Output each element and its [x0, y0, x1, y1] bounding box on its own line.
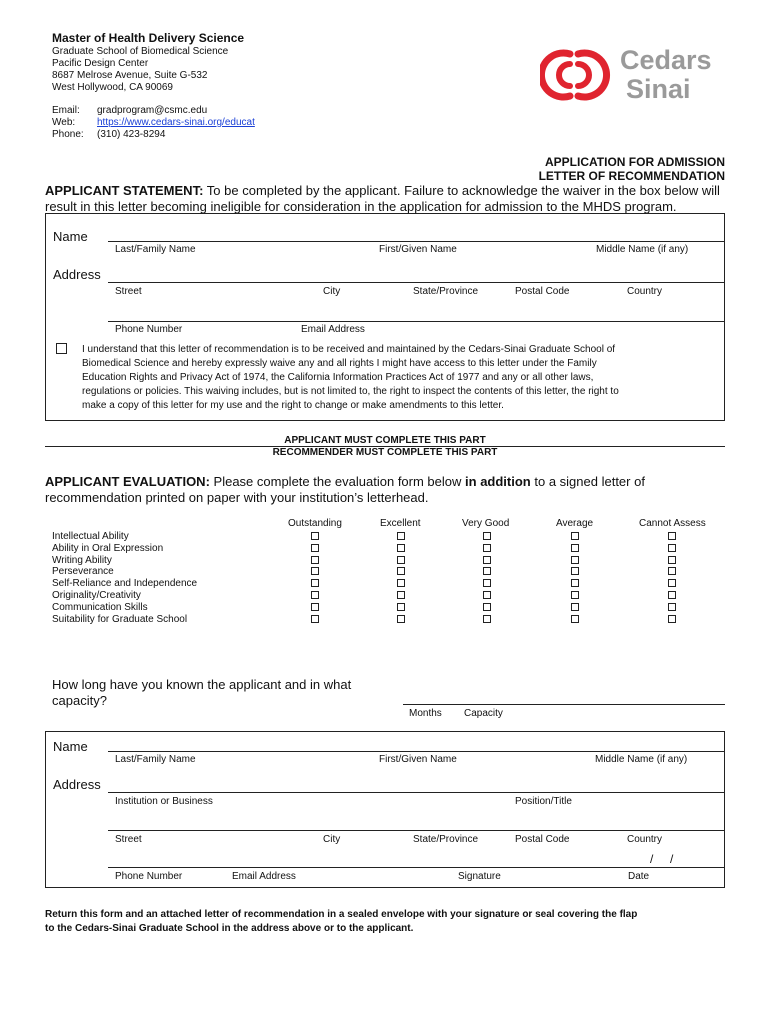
title-line-2: LETTER OF RECOMMENDATION — [538, 169, 725, 183]
evaluation-intro: APPLICANT EVALUATION: Please complete the evaluation form below in addition to a signed letter of recommendation printed on paper with your institution’s letterhead. — [45, 474, 645, 505]
recommender-street-label: Street — [115, 834, 142, 845]
signature-label: Signature — [458, 871, 501, 882]
rating-checkbox[interactable] — [311, 603, 319, 611]
applicant-street-label: Street — [115, 286, 142, 297]
rating-checkbox[interactable] — [668, 603, 676, 611]
rating-checkbox[interactable] — [397, 579, 405, 587]
criterion: Intellectual Ability — [52, 531, 129, 542]
recommender-part-label: RECOMMENDER MUST COMPLETE THIS PART — [272, 447, 498, 458]
capacity-label: Capacity — [464, 708, 503, 719]
criterion: Suitability for Graduate School — [52, 613, 188, 625]
recommender-postal-label: Postal Code — [515, 834, 570, 845]
rating-checkbox[interactable] — [571, 579, 579, 587]
recommender-contact-line[interactable] — [108, 867, 725, 868]
recommender-first-label: First/Given Name — [379, 754, 457, 765]
applicant-part-label: APPLICANT MUST COMPLETE THIS PART — [284, 435, 486, 446]
date-label: Date — [628, 871, 650, 882]
recommender-middle-label: Middle Name (if any) — [595, 754, 688, 765]
rating-checkbox[interactable] — [483, 544, 491, 552]
waiver-text: I understand that this letter of recommendation is to be received and maintained by the Cedars-Sinai Graduate School of Biomedical Science and hereby expressly waive any and all rights I might have access to this letter under the Family Education Rights and Privacy Act of 1974, the California Information Practices Act of 1977 and any or all other laws, regulations or policies. This waiving includes, but is not limited to, the right to inspect the contents of this letter, the right to make a copy of this letter for my use and the right to change or make amendments to this letter. — [82, 344, 619, 411]
recommender-phone-label: Phone Number — [115, 871, 183, 882]
rating-checkbox[interactable] — [483, 579, 491, 587]
applicant-last-label: Last/Family Name — [115, 244, 196, 255]
waiver-checkbox[interactable] — [56, 343, 67, 354]
rating-checkbox[interactable] — [311, 532, 319, 540]
rating-checkbox[interactable] — [397, 591, 405, 599]
recommender-last-label: Last/Family Name — [115, 754, 196, 765]
applicant-phone-label: Phone Number — [115, 324, 183, 335]
criterion: Ability in Oral Expression — [52, 542, 164, 554]
criterion: Self-Reliance and Independence — [52, 578, 198, 590]
rating-checkbox[interactable] — [571, 567, 579, 575]
statement-text: To be completed by the applicant. Failure to acknowledge the waiver in the box below will — [206, 183, 720, 198]
rating-checkbox[interactable] — [311, 615, 319, 623]
applicant-contact-line[interactable] — [108, 321, 725, 322]
form-title — [539, 155, 725, 183]
address-block — [52, 46, 228, 94]
contact-block — [52, 105, 255, 141]
logo-text-sinai: Sinai — [626, 74, 691, 104]
rating-checkbox[interactable] — [668, 567, 676, 575]
logo-text-cedars: Cedars — [620, 45, 712, 75]
recommender-box-top — [45, 731, 725, 732]
applicant-country-label: Country — [627, 286, 663, 297]
criterion: Originality/Creativity — [52, 589, 141, 601]
applicant-address-line[interactable] — [108, 282, 725, 283]
rating-checkbox[interactable] — [483, 603, 491, 611]
rating-checkbox[interactable] — [668, 556, 676, 564]
applicant-name-line[interactable] — [108, 241, 725, 242]
recommender-box-left — [45, 731, 46, 888]
rating-checkbox[interactable] — [483, 556, 491, 564]
known-answer-line[interactable] — [403, 704, 725, 705]
address-line: Graduate School of Biomedical Science — [52, 46, 229, 57]
rating-checkbox[interactable] — [311, 556, 319, 564]
address-line: Pacific Design Center — [52, 58, 149, 69]
rating-average: Average — [556, 518, 594, 529]
rating-excellent: Excellent — [380, 518, 421, 529]
rating-checkbox[interactable] — [397, 532, 405, 540]
recommender-name-label: Name — [53, 739, 88, 754]
institution-label: Institution or Business — [115, 796, 213, 807]
months-label: Months — [409, 708, 442, 719]
rating-checkbox[interactable] — [571, 556, 579, 564]
statement-heading: APPLICANT STATEMENT: — [45, 183, 204, 198]
logo-mark-icon — [540, 42, 612, 108]
rating-checkbox[interactable] — [571, 544, 579, 552]
recommender-country-label: Country — [627, 834, 663, 845]
rating-checkbox[interactable] — [397, 603, 405, 611]
criteria-list — [52, 531, 197, 625]
position-label: Position/Title — [515, 796, 572, 807]
rating-checkbox[interactable] — [483, 532, 491, 540]
recommender-box-right — [724, 731, 725, 888]
rating-checkbox[interactable] — [668, 544, 676, 552]
rating-checkbox[interactable] — [571, 591, 579, 599]
rating-checkbox[interactable] — [311, 579, 319, 587]
recommender-box-bottom — [45, 887, 725, 888]
applicant-address-label: Address — [53, 267, 101, 282]
address-line: West Hollywood, CA 90069 — [52, 82, 173, 93]
applicant-statement — [45, 183, 735, 215]
rating-checkbox[interactable] — [397, 567, 405, 575]
return-instructions: Return this form and an attached letter of recommendation in a sealed envelope with your signature or seal covering the flap to the Cedars-Sinai Graduate School in the address above or to the applicant. — [45, 909, 638, 934]
institution-line[interactable] — [108, 792, 725, 793]
rating-checkbox[interactable] — [311, 591, 319, 599]
recommender-email-label: Email Address — [232, 871, 296, 882]
rating-checkbox[interactable] — [397, 615, 405, 623]
rating-very-good: Very Good — [462, 518, 510, 529]
applicant-name-label: Name — [53, 229, 88, 244]
criterion: Writing Ability — [52, 554, 112, 566]
applicant-city-label: City — [323, 286, 341, 297]
applicant-first-label: First/Given Name — [379, 244, 457, 255]
email-value: gradprogram@csmc.edu — [97, 105, 208, 116]
rating-checkbox[interactable] — [311, 567, 319, 575]
rating-checkbox[interactable] — [483, 591, 491, 599]
web-label: Web: — [52, 117, 76, 128]
recommender-address-line[interactable] — [108, 830, 725, 831]
evaluation-heading: APPLICANT EVALUATION: — [45, 474, 210, 489]
known-question: How long have you known the applicant and in what capacity? — [52, 677, 352, 708]
rating-checkbox[interactable] — [483, 567, 491, 575]
rating-cannot-assess: Cannot Assess — [639, 518, 706, 529]
rating-checkbox[interactable] — [668, 579, 676, 587]
rating-checkbox[interactable] — [571, 603, 579, 611]
criterion: Perseverance — [52, 566, 114, 578]
recommender-state-label: State/Province — [413, 834, 479, 845]
applicant-postal-label: Postal Code — [515, 286, 570, 297]
program-title: Master of Health Delivery Science — [52, 31, 245, 45]
rating-checkbox[interactable] — [311, 544, 319, 552]
rating-checkbox[interactable] — [571, 532, 579, 540]
web-link[interactable]: https://www.cedars-sinai.org/educat — [97, 117, 255, 128]
title-line-1: APPLICATION FOR ADMISSION — [545, 155, 725, 169]
applicant-middle-label: Middle Name (if any) — [596, 244, 689, 255]
rating-checkbox[interactable] — [397, 544, 405, 552]
recommender-address-label: Address — [53, 777, 101, 792]
rating-outstanding: Outstanding — [288, 518, 342, 529]
address-line: 8687 Melrose Avenue, Suite G-532 — [52, 70, 208, 81]
rating-checkbox[interactable] — [668, 615, 676, 623]
recommender-city-label: City — [323, 834, 341, 845]
criterion: Communication Skills — [52, 601, 148, 613]
phone-label: Phone: — [52, 129, 84, 140]
rating-checkbox[interactable] — [571, 615, 579, 623]
applicant-state-label: State/Province — [413, 286, 479, 297]
rating-checkbox[interactable] — [483, 615, 491, 623]
recommender-name-line[interactable] — [108, 751, 725, 752]
email-label: Email: — [52, 105, 80, 116]
statement-text-2: result in this letter becoming ineligible for consideration in the application for admission to the MHDS program. — [45, 199, 677, 214]
cedars-sinai-logo — [540, 42, 730, 108]
rating-checkbox[interactable] — [668, 532, 676, 540]
rating-checkbox[interactable] — [668, 591, 676, 599]
applicant-email-label: Email Address — [301, 324, 365, 335]
date-slashes: / / — [650, 852, 674, 866]
phone-value: (310) 423-8294 — [97, 129, 166, 140]
rating-checkbox[interactable] — [397, 556, 405, 564]
